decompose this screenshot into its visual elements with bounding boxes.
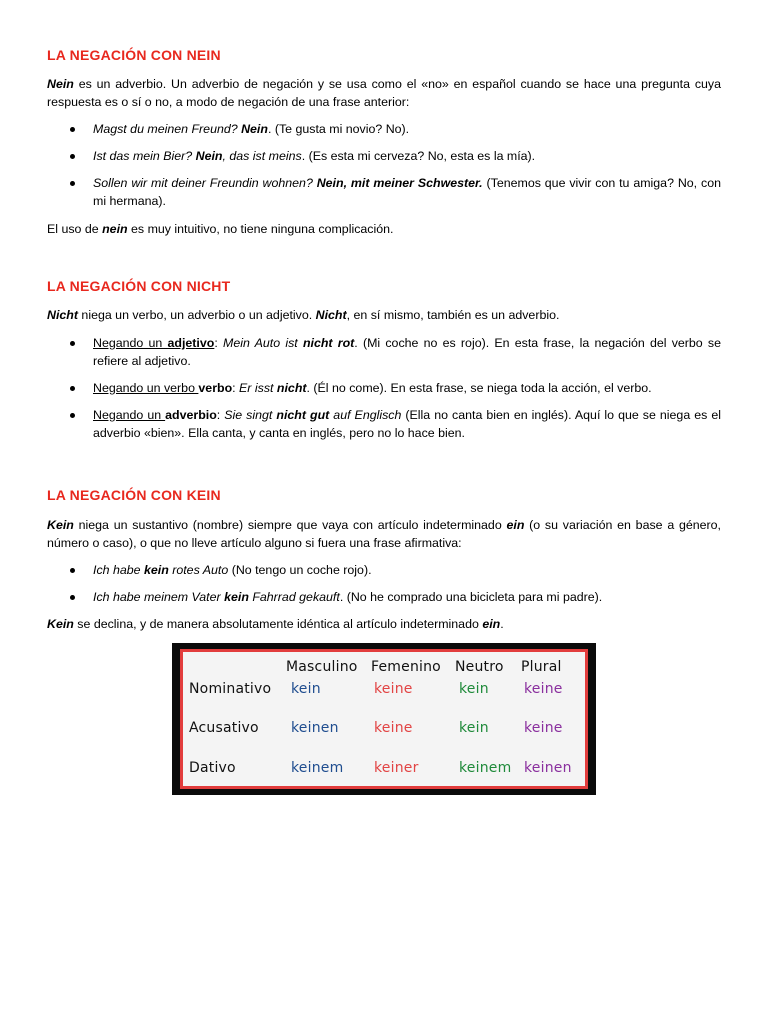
cell-dat-plural: keinen — [524, 760, 572, 776]
kein-word: Kein — [47, 518, 74, 532]
example-sentence: Ich habe — [93, 563, 144, 577]
intro-text: (o su variación en base a género, número o caso), o que no lleve artículo alguno si fuera una frase afirmativa: — [47, 518, 721, 550]
nein-example-1 — [93, 120, 721, 138]
separator: : — [216, 408, 225, 422]
case-acusativo: Acusativo — [189, 720, 259, 736]
header-plural: Plural — [521, 659, 562, 675]
cell-nom-fem: keine — [374, 681, 413, 697]
nicht-example-adjective — [93, 334, 721, 370]
example-translation: . (Él no come). En esta frase, se niega toda la acción, el verbo. — [306, 381, 652, 395]
cell-acu-fem: keine — [374, 720, 413, 736]
declension-table-image — [172, 643, 596, 795]
ein-word: ein — [482, 617, 501, 631]
nicht-word: Nicht — [47, 308, 78, 322]
bullet-icon — [70, 413, 75, 418]
closing-text: se declina, y de manera absolutamente idéntica al artículo indeterminado — [73, 617, 483, 631]
section-title-kein: LA NEGACIÓN CON KEIN — [47, 487, 221, 503]
cell-nom-neut: kein — [459, 681, 489, 697]
header-neutro: Neutro — [455, 659, 504, 675]
intro-text: niega un verbo, un adverbio o un adjetivo. — [77, 308, 316, 322]
example-sentence: rotes Auto — [168, 563, 229, 577]
example-sentence: Sie singt — [224, 408, 277, 422]
example-negation: nicht — [276, 381, 307, 395]
kein-example-1 — [93, 561, 721, 579]
nein-closing — [47, 220, 721, 238]
nein-intro-text: es un adverbio. Un adverbio de negación y se usa como el «no» en español cuando se hace una pregunta cuya respuesta es o sí o no, a modo de negación de una frase anterior: — [47, 77, 721, 109]
bullet-icon — [70, 595, 75, 600]
example-translation: (No tengo un coche rojo). — [228, 563, 372, 577]
example-answer-rest: , das ist meins — [222, 149, 302, 163]
section-title-nein: LA NEGACIÓN CON NEIN — [47, 47, 221, 63]
nein-example-2 — [93, 147, 721, 165]
declension-table — [180, 649, 588, 789]
example-sentence: Ich habe meinem Vater — [93, 590, 225, 604]
kein-closing — [47, 615, 721, 633]
nicht-word: Nicht — [315, 308, 347, 322]
case-nominativo: Nominativo — [189, 681, 272, 697]
nicht-intro — [47, 306, 721, 324]
example-translation: . (Mi coche no es rojo). En esta frase, la negación del verbo se refiere al adjetivo. — [93, 336, 722, 368]
example-heading: Negando un — [93, 336, 168, 350]
separator: : — [214, 336, 224, 350]
closing-text: es muy intuitivo, no tiene ninguna complicación. — [127, 222, 394, 236]
separator: : — [232, 381, 240, 395]
intro-text: , en sí mismo, también es un adverbio. — [346, 308, 560, 322]
header-masculino: Masculino — [286, 659, 358, 675]
example-answer: Nein — [195, 149, 223, 163]
bullet-icon — [70, 154, 75, 159]
example-answer: Nein — [241, 122, 268, 136]
example-sentence: Mein Auto ist — [223, 336, 303, 350]
bullet-icon — [70, 568, 75, 573]
bullet-icon — [70, 181, 75, 186]
ein-word: ein — [506, 518, 525, 532]
example-answer: Nein, mit meiner Schwester. — [316, 176, 483, 190]
example-negation: nicht gut — [276, 408, 330, 422]
cell-nom-masc: kein — [291, 681, 321, 697]
example-negation: kein — [143, 563, 169, 577]
example-question: Sollen wir mit deiner Freundin wohnen? — [93, 176, 317, 190]
example-heading-bold: verbo — [198, 381, 233, 395]
example-sentence: Er isst — [239, 381, 277, 395]
example-negation: nicht rot — [302, 336, 355, 350]
bullet-icon — [70, 386, 75, 391]
nicht-example-adverb — [93, 406, 721, 442]
section-title-nicht: LA NEGACIÓN CON NICHT — [47, 278, 231, 294]
example-heading: Negando un verbo — [93, 381, 199, 395]
bullet-icon — [70, 127, 75, 132]
kein-word: Kein — [47, 617, 74, 631]
header-femenino: Femenino — [371, 659, 441, 675]
nein-example-3 — [93, 174, 721, 210]
example-translation: . (Es esta mi cerveza? No, esta es la mía). — [301, 149, 536, 163]
example-heading-bold: adjetivo — [167, 336, 215, 350]
cell-acu-neut: kein — [459, 720, 489, 736]
example-translation: (Tenemos que vivir con tu amiga? No, con mi hermana). — [93, 176, 721, 208]
example-translation: . (Te gusta mi novio? No). — [267, 122, 410, 136]
example-translation: (Ella no canta bien en inglés). Aquí lo que se niega es el adverbio «bien». Ella canta, y canta en inglés, pero no lo hace bien. — [93, 408, 721, 440]
closing-text: . — [500, 617, 504, 631]
cell-nom-plural: keine — [524, 681, 563, 697]
closing-text: El uso de — [47, 222, 103, 236]
example-heading: Negando un — [93, 408, 166, 422]
cell-acu-masc: keinen — [291, 720, 339, 736]
kein-intro — [47, 516, 721, 552]
nein-word: Nein — [47, 77, 74, 91]
example-translation: . (No he comprado una bicicleta para mi padre). — [339, 590, 603, 604]
case-dativo: Dativo — [189, 760, 236, 776]
bullet-icon — [70, 341, 75, 346]
nein-intro — [47, 75, 721, 111]
kein-example-2 — [93, 588, 721, 606]
example-heading-bold: adverbio — [165, 408, 217, 422]
intro-text: niega un sustantivo (nombre) siempre que vaya con artículo indeterminado — [73, 518, 507, 532]
cell-dat-neut: keinem — [459, 760, 512, 776]
nein-word: nein — [102, 222, 128, 236]
example-question: Ist das mein Bier? — [93, 149, 196, 163]
cell-acu-plural: keine — [524, 720, 563, 736]
example-sentence: Fahrrad gekauft — [248, 590, 340, 604]
cell-dat-masc: keinem — [291, 760, 344, 776]
example-sentence: auf Englisch — [329, 408, 402, 422]
example-question: Magst du meinen Freund? — [93, 122, 242, 136]
cell-dat-fem: keiner — [374, 760, 419, 776]
nicht-example-verb — [93, 379, 721, 397]
example-negation: kein — [224, 590, 249, 604]
